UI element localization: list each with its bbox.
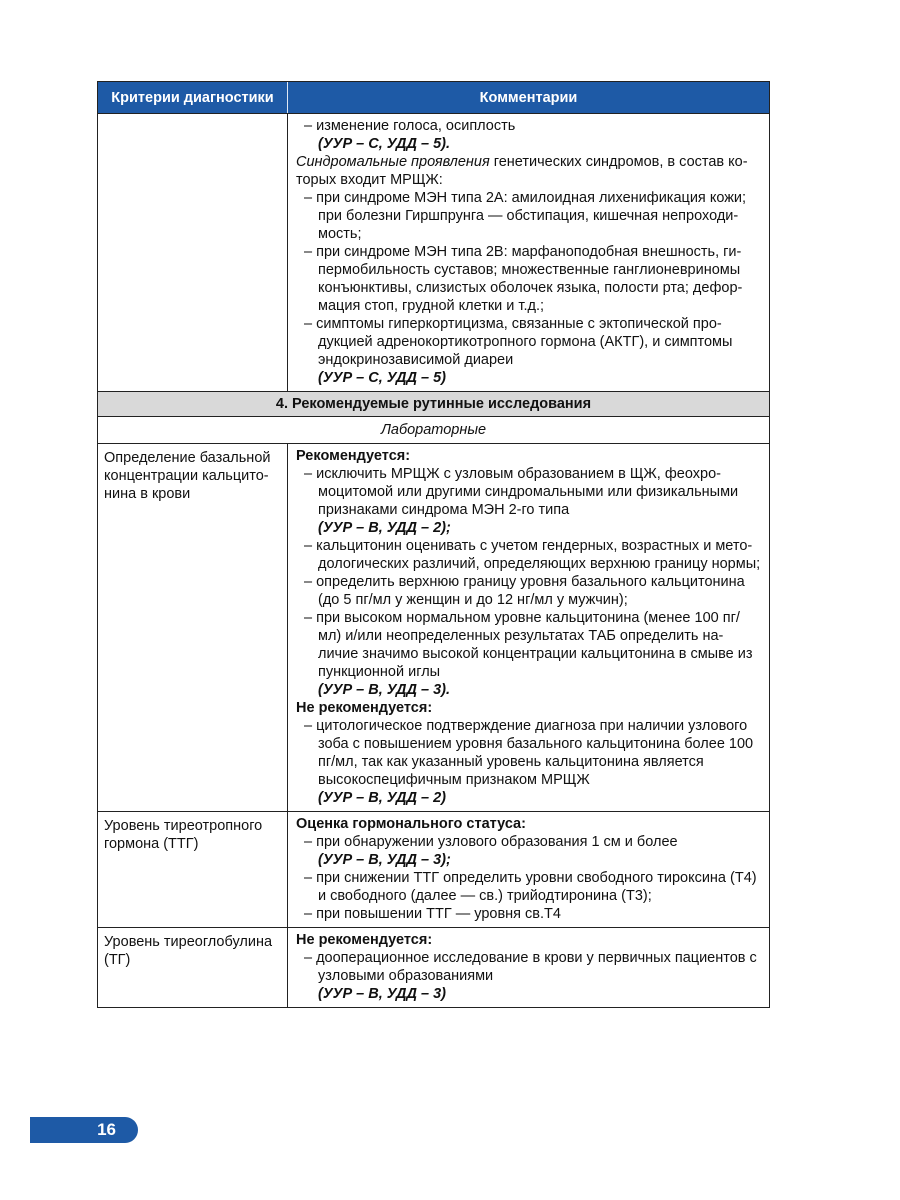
- list-item: – при обнаружении узлового образования 1 см и более: [304, 834, 678, 850]
- list-item: – при синдроме МЭН типа 2А: амилоидная лихенификация кожи; при болезни Гиршпрунга — обстипация, кишечная непроходи-мость;: [304, 190, 747, 242]
- table-row: [98, 811, 769, 927]
- table-row: [98, 443, 769, 811]
- list-item: – при синдроме МЭН типа 2В: марфаноподобная внешность, ги-пермобильность суставов; множественные ганглионевриномы конъюнктивы, слизистых оболочек языка, полости рта; дефор-мация стоп, грудной клетки и т.д.;: [304, 244, 743, 314]
- section-title: 4. Рекомендуемые рутинные исследования: [98, 391, 769, 416]
- header-comments: Комментарии: [479, 89, 578, 106]
- list-item: – при повышении ТТГ — уровня св.Т4: [304, 906, 561, 922]
- list-item: – определить верхнюю границу уровня базального кальцитонина (до 5 пг/мл у женщин и до 12 нг/мл у мужчин);: [304, 574, 745, 608]
- evidence-level: (УУР – В, УДД – 3);: [318, 852, 451, 868]
- list-item: – изменение голоса, осиплость: [304, 118, 516, 134]
- criterion-label: Определение базальной концентрации кальцито-нина в крови: [98, 444, 288, 811]
- evidence-level: (УУР – В, УДД – 2);: [318, 520, 451, 536]
- header-criteria: Критерии диагностики: [98, 82, 288, 113]
- page-number: 16: [30, 1117, 138, 1143]
- table-header: [98, 82, 769, 113]
- evidence-level: (УУР – С, УДД – 5).: [318, 136, 451, 152]
- list-item: – при высоком нормальном уровне кальцитонина (менее 100 пг/ мл) и/или неопределенных результатах ТАБ определить на-личие значимо высокой концентрации кальцитонина в смыве из пункционной иглы: [304, 610, 753, 680]
- criteria-table: [97, 81, 770, 1008]
- criterion-label: Уровень тиреотропного гормона (ТТГ): [98, 812, 288, 927]
- list-item: – дооперационное исследование в крови у первичных пациентов с узловыми образованиями: [304, 950, 757, 984]
- hormonal-status-heading: Оценка гормонального статуса:: [296, 816, 526, 832]
- list-item: – симптомы гиперкортицизма, связанные с эктопической про-дукцией адренокортикотропного гормона (АКТГ), и симптомы эндокринозависимой диареи: [304, 316, 733, 368]
- evidence-level: (УУР – В, УДД – 3): [318, 986, 447, 1002]
- criterion-label: Уровень тиреоглобулина (ТГ): [98, 928, 288, 1007]
- evidence-level: (УУР – В, УДД – 3).: [318, 682, 451, 698]
- subsection-title: Лабораторные: [98, 416, 769, 443]
- evidence-level: (УУР – В, УДД – 2): [318, 790, 447, 806]
- table-row: – изменение голоса, осиплость (УУР – С, УДД – 5). Синдромальные проявления генетических синдромов, в состав ко-торых входит МРЩЖ: – при синдроме МЭН типа 2А: амилоидная лихенификация кожи; при болезни Гиршпрунга — обстипация, кишечная непроходи-мость; – при синдроме МЭН типа 2В: марфаноподобная внешность, ги-пермобильность суставов; множественные ганглионевриномы конъюнктивы, слизистых оболочек языка, полости рта; дефор-мация стоп, грудной клетки и т.д.; – симптомы гиперкортицизма, связанные с эктопической про-дукцией адренокортикотропного гормона (АКТГ), и симптомы эндокринозависимой диареи (УУР – С, УДД – 5): [98, 113, 769, 391]
- list-item: – кальцитонин оценивать с учетом гендерных, возрастных и мето-дологических различий, определяющих верхнюю границу нормы;: [304, 538, 761, 572]
- list-item: – цитологическое подтверждение диагноза при наличии узлового зоба с повышением уровня базального кальцитонина более 100 пг/мл, так как указанный уровень кальцитонина является высокоспецифичным признаком МРЩЖ: [304, 718, 754, 788]
- list-item: – при снижении ТТГ определить уровни свободного тироксина (Т4) и свободного (далее — св.) трийодтиронина (Т3);: [304, 870, 757, 904]
- evidence-level: (УУР – С, УДД – 5): [318, 370, 447, 386]
- syndromal-label: Синдромальные проявления: [296, 154, 490, 170]
- not-recommended-heading: Не рекомендуется:: [296, 932, 433, 948]
- not-recommended-heading: Не рекомендуется:: [296, 700, 433, 716]
- list-item: – исключить МРЩЖ с узловым образованием в ЩЖ, феохро-моцитомой или другими синдромальными или физикальными признаками синдрома МЭН 2-го типа: [304, 466, 739, 518]
- recommended-heading: Рекомендуется:: [296, 448, 411, 464]
- table-row: [98, 927, 769, 1007]
